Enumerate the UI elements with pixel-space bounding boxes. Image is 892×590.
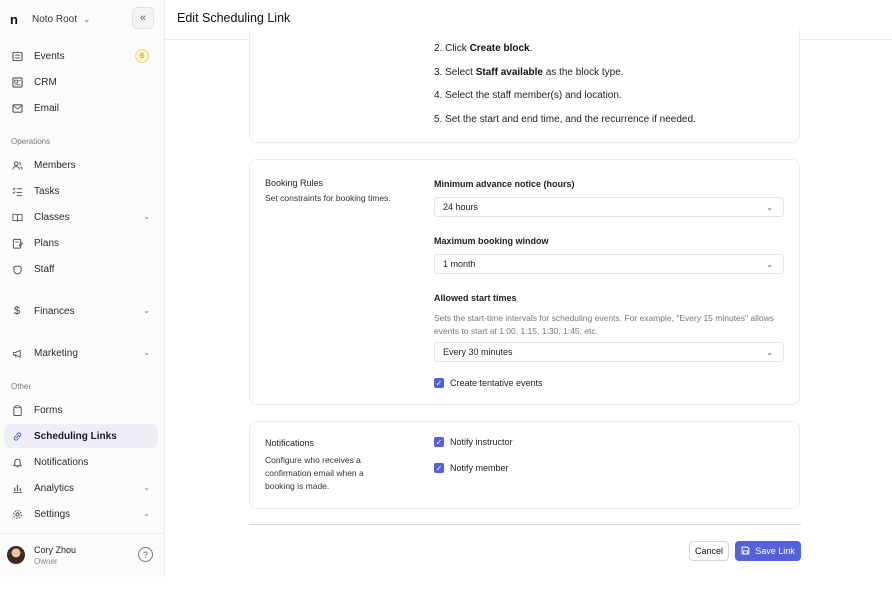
- user-role: Owner: [34, 557, 58, 566]
- dollar-icon: $: [13, 305, 21, 317]
- sidebar-item-forms[interactable]: [4, 398, 158, 422]
- checklist-icon: [11, 185, 23, 197]
- chevron-down-icon: ⌄: [766, 348, 773, 357]
- list-icon: [11, 50, 23, 62]
- cancel-button[interactable]: Cancel: [689, 541, 729, 561]
- min-notice-label: Minimum advance notice (hours): [434, 179, 575, 189]
- chevron-down-icon: ⌄: [143, 212, 150, 221]
- checkmark-icon: ✓: [435, 378, 443, 388]
- step-bold: Create block: [469, 43, 530, 54]
- sidebar-item-scheduling-links[interactable]: [4, 424, 158, 448]
- sidebar-item-staff[interactable]: [4, 257, 158, 281]
- sidebar-item-label: Finances: [34, 305, 75, 317]
- chevron-down-icon: ⌄: [143, 483, 150, 492]
- chevron-down-icon: ⌄: [766, 203, 773, 212]
- notify-instructor-checkbox[interactable]: [434, 437, 513, 447]
- sidebar-item-label: Notifications: [34, 456, 89, 468]
- sidebar-item-classes[interactable]: [4, 205, 158, 229]
- tentative-events-checkbox[interactable]: [434, 378, 543, 388]
- sidebar-item-label: Events: [34, 50, 65, 62]
- section-label-other: Other: [11, 382, 32, 391]
- sidebar-item-label: Email: [34, 102, 60, 114]
- section-label-operations: Operations: [11, 137, 51, 146]
- sidebar-item-label: Plans: [34, 237, 60, 249]
- sidebar-item-label: Forms: [34, 404, 63, 416]
- workspace-logo: n: [10, 11, 18, 27]
- workspace-switcher[interactable]: [10, 9, 91, 29]
- max-window-label: Maximum booking window: [434, 236, 549, 246]
- chevron-down-icon: ⌄: [766, 260, 773, 269]
- save-button-label: Save Link: [755, 546, 795, 556]
- checkbox-label: Notify instructor: [450, 437, 513, 447]
- megaphone-icon: [11, 347, 23, 359]
- analytics-icon: [11, 482, 23, 494]
- max-window-select[interactable]: [434, 254, 784, 274]
- instruction-step-3: [434, 67, 624, 78]
- crm-icon: [11, 76, 23, 88]
- sidebar-item-label: Staff: [34, 263, 55, 275]
- select-value: Every 30 minutes: [443, 347, 513, 357]
- sidebar-item-crm[interactable]: [4, 70, 158, 94]
- sidebar-item-label: Tasks: [34, 185, 60, 197]
- collapse-sidebar-button[interactable]: [132, 7, 154, 29]
- start-times-select[interactable]: [434, 342, 784, 362]
- select-value: 1 month: [443, 259, 476, 269]
- sidebar-item-plans[interactable]: [4, 231, 158, 255]
- sidebar-item-notifications[interactable]: [4, 450, 158, 474]
- step-text: 3. Select: [434, 67, 476, 78]
- notify-member-checkbox[interactable]: [434, 463, 509, 473]
- sidebar-item-analytics[interactable]: [4, 476, 158, 500]
- help-icon[interactable]: ?: [138, 547, 153, 562]
- sidebar-item-label: Classes: [34, 211, 70, 223]
- step-text: 2. Click: [434, 43, 470, 54]
- user-profile[interactable]: [0, 533, 164, 577]
- book-icon: [11, 211, 23, 223]
- staff-icon: [11, 263, 23, 275]
- sidebar-item-label: CRM: [34, 76, 57, 88]
- save-link-button[interactable]: [735, 541, 801, 561]
- users-icon: [11, 159, 23, 171]
- page-title: Edit Scheduling Link: [177, 11, 291, 25]
- checkbox-label: Notify member: [450, 463, 509, 473]
- step-bold: Staff available: [475, 67, 543, 78]
- sidebar-item-events[interactable]: [4, 44, 158, 68]
- chevron-down-icon: ⌄: [143, 509, 150, 518]
- gear-icon: [11, 508, 23, 520]
- save-icon: [741, 546, 750, 557]
- checkmark-icon: ✓: [435, 463, 443, 473]
- clipboard-icon: [11, 404, 23, 416]
- chevron-down-icon: ⌄: [143, 306, 150, 315]
- double-chevron-left-icon: «: [139, 12, 147, 24]
- mail-icon: [11, 102, 23, 114]
- workspace-name: Noto Root: [32, 13, 78, 25]
- bell-icon: [11, 456, 23, 468]
- sidebar-item-marketing[interactable]: [4, 341, 158, 365]
- checkbox-label: Create tentative events: [450, 378, 543, 388]
- instruction-step-4: 4. Select the staff member(s) and location.: [434, 90, 622, 101]
- sidebar-item-label: Analytics: [34, 482, 75, 494]
- step-text: .: [529, 43, 533, 54]
- sidebar-item-label: Settings: [34, 508, 71, 520]
- sidebar-item-members[interactable]: [4, 153, 158, 177]
- booking-rules-description: Set constraints for booking times.: [265, 193, 391, 203]
- sidebar-item-email[interactable]: [4, 96, 158, 120]
- instruction-step-5: 5. Set the start and end time, and the recurrence if needed.: [434, 114, 696, 125]
- start-times-label: Allowed start times: [434, 293, 517, 303]
- avatar: [7, 546, 25, 564]
- min-notice-select[interactable]: [434, 197, 784, 217]
- sidebar: [0, 0, 165, 577]
- events-count-badge: 6: [135, 49, 149, 63]
- booking-rules-title: Booking Rules: [265, 178, 324, 188]
- sidebar-item-settings[interactable]: [4, 502, 158, 526]
- sidebar-item-finances[interactable]: [4, 299, 158, 323]
- footer-divider: [249, 524, 801, 525]
- checkmark-icon: ✓: [435, 437, 443, 447]
- user-name: Cory Zhou: [34, 545, 77, 555]
- start-times-help: Sets the start-time intervals for scheduling events. For example, "Every 15 minutes" allows events to start at 1:00, 1:15, 1:30, 1:45, etc.: [434, 313, 775, 336]
- sidebar-item-tasks[interactable]: [4, 179, 158, 203]
- plans-icon: [11, 237, 23, 249]
- sidebar-item-label: Scheduling Links: [34, 430, 117, 442]
- select-value: 24 hours: [443, 202, 479, 212]
- instruction-step-2: [434, 43, 532, 54]
- sidebar-item-label: Marketing: [34, 347, 78, 359]
- chevron-down-icon: ⌄: [83, 13, 91, 24]
- notifications-description: Configure who receives a confirmation email when a booking is made.: [265, 455, 364, 491]
- sidebar-item-label: Members: [34, 159, 76, 171]
- step-text: as the block type.: [542, 67, 624, 78]
- notifications-title: Notifications: [265, 438, 315, 448]
- link-icon: [11, 430, 23, 442]
- chevron-down-icon: ⌄: [143, 348, 150, 357]
